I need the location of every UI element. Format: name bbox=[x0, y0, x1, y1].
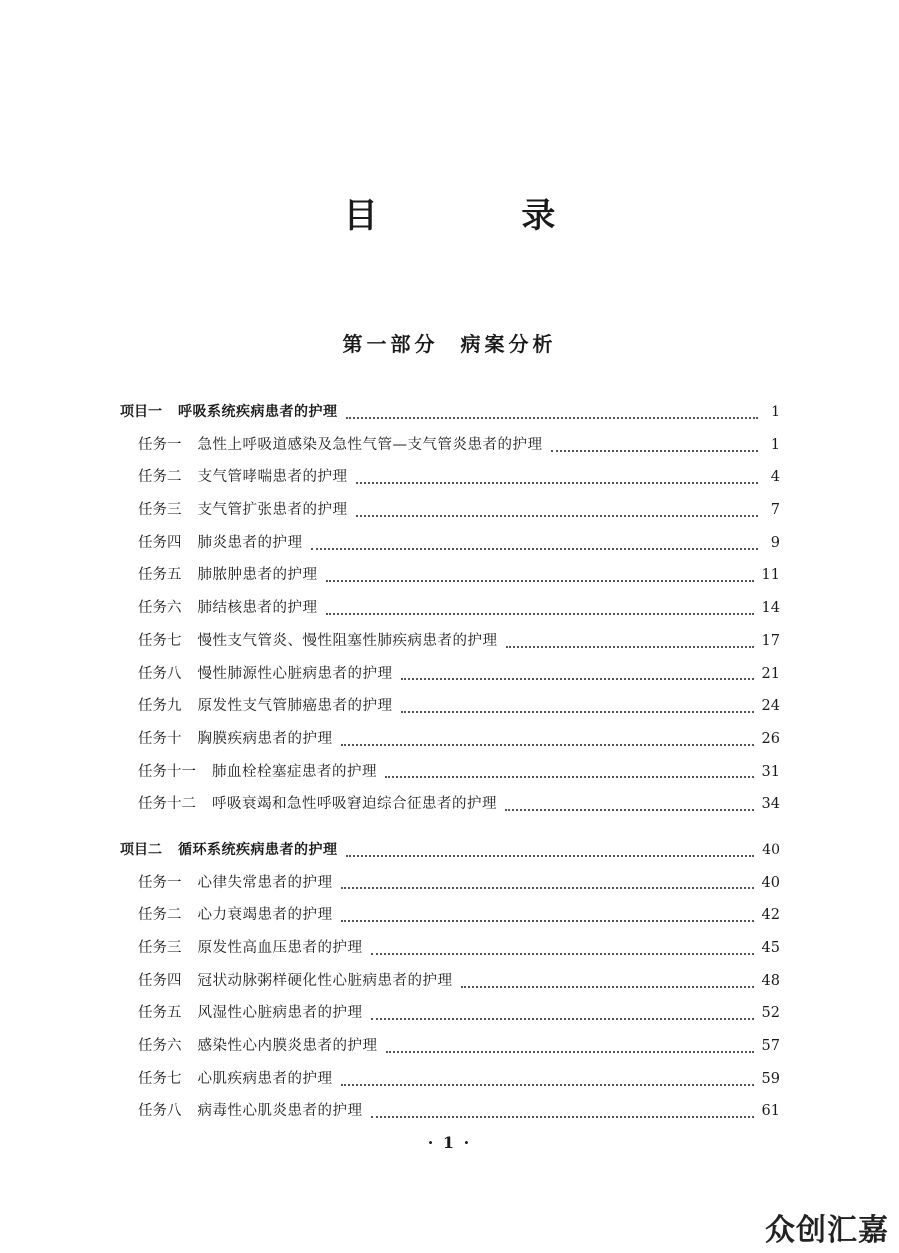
toc-task-row bbox=[120, 965, 780, 998]
toc-entry-title: 急性上呼吸道感染及急性气管—支气管炎患者的护理 bbox=[197, 436, 543, 453]
dot-leader bbox=[401, 677, 754, 680]
toc-task-row bbox=[120, 559, 780, 592]
dot-leader bbox=[505, 808, 754, 811]
toc-entry-page: 42 bbox=[761, 907, 780, 924]
toc-entry-title: 感染性心内膜炎患者的护理 bbox=[197, 1038, 378, 1055]
toc-entry-page: 1 bbox=[771, 404, 780, 420]
toc-task-row bbox=[120, 867, 780, 900]
toc-task-row bbox=[120, 658, 780, 691]
toc-entry-code: 任务三 bbox=[138, 502, 182, 519]
toc-entry-page: 24 bbox=[761, 698, 780, 715]
toc-entry-title: 病毒性心肌炎患者的护理 bbox=[197, 1103, 363, 1120]
toc-entry-page: 34 bbox=[761, 796, 780, 813]
toc-entry-code: 任务二 bbox=[138, 907, 182, 924]
dot-leader bbox=[506, 645, 754, 648]
dot-leader bbox=[385, 775, 754, 778]
toc-task-row bbox=[120, 899, 780, 932]
toc-entry-page: 61 bbox=[761, 1103, 780, 1120]
toc-entry-title: 支气管哮喘患者的护理 bbox=[197, 469, 348, 486]
dot-leader bbox=[341, 743, 754, 746]
toc-entry-page: 14 bbox=[761, 600, 780, 617]
toc-entry-code: 任务十二 bbox=[138, 796, 196, 813]
toc-entry-page: 11 bbox=[761, 567, 780, 584]
part-name: 病案分析 bbox=[460, 332, 557, 356]
dot-leader bbox=[386, 1050, 754, 1053]
toc-entry-title: 风湿性心脏病患者的护理 bbox=[197, 1005, 363, 1022]
toc-entry-page: 4 bbox=[770, 469, 780, 486]
toc-entry-code: 任务四 bbox=[138, 972, 182, 989]
dot-leader bbox=[341, 919, 754, 922]
toc-task-row bbox=[120, 756, 780, 789]
toc-entry-page: 45 bbox=[761, 940, 780, 956]
dot-leader bbox=[356, 514, 759, 517]
toc-entry-code: 项目二 bbox=[120, 841, 162, 858]
part-label: 第一部分 bbox=[342, 332, 439, 356]
toc-task-row bbox=[120, 494, 780, 527]
toc-entry-code: 任务七 bbox=[138, 632, 182, 649]
toc-entry-code: 任务八 bbox=[138, 1103, 182, 1120]
toc-project-row bbox=[120, 396, 780, 429]
dot-leader bbox=[346, 416, 759, 419]
toc-entry-code: 任务一 bbox=[138, 874, 182, 891]
toc-task-row bbox=[120, 461, 780, 494]
toc-entry-page: 31 bbox=[761, 763, 780, 780]
toc-entry-code: 任务五 bbox=[138, 1005, 182, 1022]
toc-entry-title: 呼吸衰竭和急性呼吸窘迫综合征患者的护理 bbox=[212, 796, 497, 813]
part-title bbox=[0, 328, 899, 357]
dot-leader bbox=[356, 481, 759, 484]
toc-entry-code: 任务十 bbox=[138, 730, 182, 747]
dot-leader bbox=[341, 1083, 754, 1086]
dot-leader bbox=[371, 952, 754, 955]
toc-entry-page: 59 bbox=[761, 1070, 780, 1087]
toc-task-row bbox=[120, 788, 780, 821]
toc-entry-page: 48 bbox=[761, 972, 780, 989]
toc-entry-title: 慢性肺源性心脏病患者的护理 bbox=[197, 665, 393, 682]
toc-entry-title: 肺血栓栓塞症患者的护理 bbox=[212, 763, 377, 780]
toc-entry-title: 慢性支气管炎、慢性阻塞性肺疾病患者的护理 bbox=[197, 632, 498, 649]
toc-task-row bbox=[120, 592, 780, 625]
toc-entry-code: 任务一 bbox=[138, 436, 182, 453]
toc-entry-title: 肺炎患者的护理 bbox=[197, 534, 303, 551]
toc-entry-title: 心力衰竭患者的护理 bbox=[197, 907, 333, 924]
toc-task-row bbox=[120, 1095, 780, 1128]
dot-leader bbox=[326, 579, 754, 582]
toc-task-row bbox=[120, 1063, 780, 1096]
toc-entry-title: 原发性支气管肺癌患者的护理 bbox=[197, 698, 393, 715]
watermark: 众创汇嘉 bbox=[765, 1213, 889, 1248]
toc-entry-title: 呼吸系统疾病患者的护理 bbox=[178, 404, 338, 420]
toc-entry-page: 1 bbox=[770, 436, 780, 453]
dot-leader bbox=[551, 449, 759, 452]
table-of-contents bbox=[120, 396, 780, 1128]
toc-entry-page: 7 bbox=[770, 502, 780, 519]
page-number: · 1 · bbox=[427, 1133, 472, 1152]
toc-entry-page: 9 bbox=[770, 534, 780, 551]
toc-project-row bbox=[120, 834, 780, 867]
dot-leader bbox=[311, 547, 759, 550]
toc-entry-title: 心肌疾病患者的护理 bbox=[197, 1070, 333, 1087]
dot-leader bbox=[326, 612, 754, 615]
toc-entry-code: 任务六 bbox=[138, 600, 182, 617]
toc-entry-title: 原发性高血压患者的护理 bbox=[197, 940, 363, 956]
toc-entry-title: 支气管扩张患者的护理 bbox=[197, 502, 348, 519]
toc-entry-title: 胸膜疾病患者的护理 bbox=[197, 730, 333, 747]
toc-entry-title: 心律失常患者的护理 bbox=[197, 874, 333, 891]
toc-entry-page: 21 bbox=[761, 665, 780, 682]
dot-leader bbox=[346, 854, 755, 857]
dot-leader bbox=[341, 886, 754, 889]
toc-task-row bbox=[120, 429, 780, 462]
toc-task-row bbox=[120, 625, 780, 658]
toc-entry-page: 26 bbox=[761, 730, 780, 747]
toc-entry-title: 循环系统疾病患者的护理 bbox=[178, 841, 338, 858]
toc-task-row bbox=[120, 723, 780, 756]
dot-leader bbox=[461, 985, 754, 988]
toc-entry-code: 任务三 bbox=[138, 940, 182, 956]
dot-leader bbox=[371, 1017, 754, 1020]
toc-entry-code: 项目一 bbox=[120, 404, 162, 420]
dot-leader bbox=[371, 1115, 754, 1118]
toc-entry-code: 任务六 bbox=[138, 1038, 182, 1055]
toc-entry-code: 任务十一 bbox=[138, 763, 196, 780]
toc-entry-code: 任务五 bbox=[138, 567, 182, 584]
toc-entry-page: 40 bbox=[761, 874, 780, 891]
toc-entry-page: 52 bbox=[761, 1005, 780, 1022]
toc-entry-page: 17 bbox=[761, 632, 780, 649]
page-title: 目 录 bbox=[343, 196, 622, 236]
toc-task-row bbox=[120, 527, 780, 560]
toc-task-row bbox=[120, 1030, 780, 1063]
toc-task-row bbox=[120, 997, 780, 1030]
toc-entry-page: 57 bbox=[761, 1038, 780, 1055]
toc-entry-code: 任务四 bbox=[138, 534, 182, 551]
dot-leader bbox=[401, 710, 754, 713]
toc-entry-code: 任务八 bbox=[138, 665, 182, 682]
toc-entry-code: 任务二 bbox=[138, 469, 182, 486]
toc-entry-title: 肺脓肿患者的护理 bbox=[197, 567, 318, 584]
toc-entry-code: 任务九 bbox=[138, 698, 182, 715]
toc-entry-title: 肺结核患者的护理 bbox=[197, 600, 318, 617]
toc-entry-page: 40 bbox=[762, 841, 780, 858]
toc-task-row bbox=[120, 932, 780, 965]
toc-entry-title: 冠状动脉粥样硬化性心脏病患者的护理 bbox=[197, 972, 453, 989]
toc-entry-code: 任务七 bbox=[138, 1070, 182, 1087]
toc-task-row bbox=[120, 690, 780, 723]
